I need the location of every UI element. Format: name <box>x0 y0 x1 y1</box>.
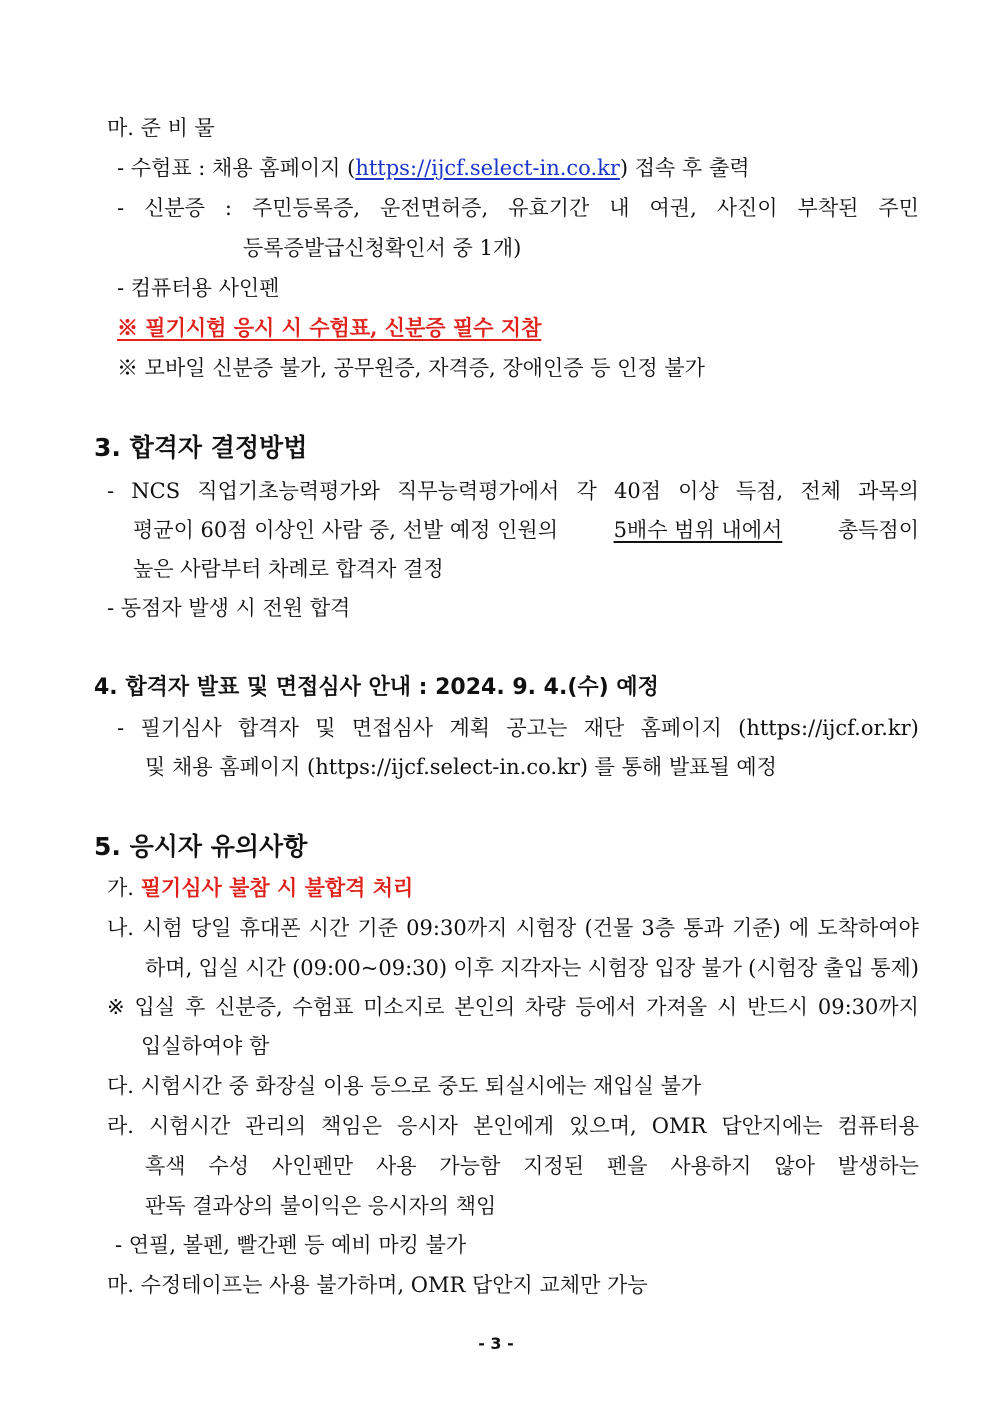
s3-line2-underline: 5배수 범위 내에서 <box>613 518 783 542</box>
word: 가져올 <box>646 995 708 1019</box>
word: 기준 <box>357 916 398 940</box>
word: 여권, <box>649 196 697 220</box>
s5-ra-line2 <box>145 1151 919 1181</box>
word: 하며, <box>145 956 193 980</box>
word: 반드시 <box>747 995 808 1019</box>
word: ※ <box>107 995 125 1019</box>
word: 사인펜만 <box>271 1154 354 1178</box>
word: 홈페이지 <box>640 716 722 740</box>
s3-line4: - 동점자 발생 시 전원 합격 <box>107 596 351 620</box>
word: 필기심사 <box>140 716 222 740</box>
word: 시험 <box>142 916 183 940</box>
prep-heading: 마. 준 비 물 <box>107 116 215 140</box>
word: 통과 <box>683 916 724 940</box>
s5-ga <box>107 873 413 903</box>
word: 합격자 <box>238 716 299 740</box>
s5-ga-red: 필기심사 불참 시 불합격 처리 <box>140 875 414 900</box>
word: 40점 <box>613 479 661 503</box>
word: 출입 <box>823 956 865 980</box>
prep-pen: - 컴퓨터용 사인펜 <box>117 276 280 300</box>
word: 입실 <box>198 956 240 980</box>
recruit-site-link[interactable]: https://ijcf.select-in.co.kr <box>355 156 620 180</box>
word: 답안지에는 <box>721 1114 823 1138</box>
word: 불가 <box>701 956 742 980</box>
word: - <box>117 196 125 220</box>
word: 라. <box>107 1114 134 1138</box>
word: 않아 <box>774 1154 815 1178</box>
word: 주민 <box>878 196 919 220</box>
word: 득점, <box>735 479 784 503</box>
word: 지정된 <box>523 1154 584 1178</box>
word: 휴대폰 <box>239 916 301 940</box>
s4-line1 <box>117 713 919 743</box>
word: 계획 <box>449 716 491 740</box>
word: 시험장 <box>515 916 577 940</box>
word: 운전면허증, <box>380 196 489 220</box>
word: (시험장 <box>748 956 818 980</box>
word: 시험장 <box>587 956 649 980</box>
word: 시간 <box>308 916 350 940</box>
s3-line3: 높은 사람부터 차례로 합격자 결정 <box>133 557 444 581</box>
s5-da: 다. 시험시간 중 화장실 이용 등으로 중도 퇴실시에는 재입실 불가 <box>107 1074 702 1098</box>
word: 이상 <box>678 479 719 503</box>
s3-line2 <box>133 515 919 545</box>
word: 신분증 <box>144 196 205 220</box>
word: 각 <box>576 479 597 503</box>
word: 입실 <box>134 995 176 1019</box>
word: 부착된 <box>797 196 859 220</box>
word: OMR <box>651 1114 707 1138</box>
word: 지각자는 <box>500 956 582 980</box>
mobile-id-note: ※ 모바일 신분증 불가, 공무원증, 자격증, 장애인증 등 인정 불가 <box>117 356 705 380</box>
word: 3층 <box>641 916 676 940</box>
required-docs-note: ※ 필기시험 응시 시 수험표, 신분증 필수 지참 <box>117 315 542 340</box>
word: 도착하여야 <box>817 916 919 940</box>
s3-line2-a: 평균이 60점 이상인 사람 중, 선발 예정 인원의 <box>133 518 558 542</box>
section-4-title: 4. 합격자 발표 및 면접심사 안내 : 2024. 9. 4.(수) 예정 <box>94 675 659 700</box>
word: 과목의 <box>858 479 919 503</box>
word: 및 <box>315 716 336 740</box>
word: 후 <box>184 995 206 1019</box>
s5-ra-line3: 판독 결과상의 불이익은 응시자의 책임 <box>145 1194 497 1218</box>
word: - <box>107 479 115 503</box>
word: 에 <box>788 916 810 940</box>
section-3-title: 3. 합격자 결정방법 <box>94 433 308 462</box>
word: 차량 <box>525 995 566 1019</box>
prep-ticket <box>117 153 750 183</box>
word: 신분증, <box>215 995 283 1019</box>
s5-ma: 마. 수정테이프는 사용 불가하며, OMR 답안지 교체만 가능 <box>107 1273 648 1297</box>
word: (https://ijcf.or.kr) <box>738 716 919 740</box>
prep-id-line1 <box>117 193 919 223</box>
s5-note-line2: 입실하여야 함 <box>141 1034 270 1058</box>
word: 시험시간 <box>149 1114 231 1138</box>
word: 발생하는 <box>837 1154 919 1178</box>
word: 수험표 <box>292 995 354 1019</box>
word: 주민등록증, <box>251 196 361 220</box>
page-number: - 3 - <box>478 1334 514 1353</box>
s5-na-line2 <box>145 953 919 983</box>
s5-ra-line4: - 연필, 볼펜, 빨간펜 등 예비 마킹 불가 <box>115 1233 467 1257</box>
word: 유효기간 <box>508 196 590 220</box>
prep-ticket-a: - 수험표 : 채용 홈페이지 ( <box>117 156 356 180</box>
word: 사진이 <box>716 196 778 220</box>
word: 입장 <box>654 956 696 980</box>
s5-note-line1 <box>107 992 919 1022</box>
word: 수성 <box>208 1154 250 1178</box>
word: 사용 <box>375 1154 417 1178</box>
prep-id-line2: 등록증발급신청확인서 중 1개) <box>243 236 522 260</box>
word: 사용하지 <box>670 1154 752 1178</box>
word: 관리의 <box>245 1114 307 1138</box>
word: (건물 <box>584 916 634 940</box>
word: 공고는 <box>506 716 568 740</box>
word: 본인에게 <box>472 1114 555 1138</box>
word: NCS <box>131 479 181 503</box>
s5-ra-line1 <box>107 1111 919 1141</box>
word: 재단 <box>583 716 625 740</box>
word: 기준) <box>731 916 781 940</box>
word: 09:30까지 <box>817 995 919 1019</box>
word: 시간 <box>245 956 286 980</box>
word: (09:00~09:30) <box>292 956 448 980</box>
word: 본인의 <box>454 995 516 1019</box>
word: 내 <box>609 196 630 220</box>
word: 가능함 <box>439 1154 501 1178</box>
word: 직업기초능력평가와 <box>197 479 380 503</box>
word: 통제) <box>870 956 919 980</box>
s5-na-line1 <box>107 913 919 943</box>
word: 미소지로 <box>363 995 445 1019</box>
word: - <box>117 716 125 740</box>
word: 책임은 <box>321 1114 382 1138</box>
word: 컴퓨터용 <box>837 1114 919 1138</box>
word: 흑색 <box>145 1154 186 1178</box>
s3-line1 <box>107 476 919 506</box>
word: 면접심사 <box>351 716 434 740</box>
word: 펜을 <box>606 1154 648 1178</box>
word: 시 <box>716 995 738 1019</box>
word: 당일 <box>190 916 232 940</box>
word: 나. <box>107 916 134 940</box>
section-5-title: 5. 응시자 유의사항 <box>94 832 308 861</box>
s3-line2-b: 총득점이 <box>837 518 919 542</box>
word: 응시자 <box>397 1114 458 1138</box>
word: : <box>224 196 232 220</box>
word: 이후 <box>453 956 494 980</box>
word: 직무능력평가에서 <box>397 479 560 503</box>
word: 전체 <box>800 479 841 503</box>
s4-line2: 및 채용 홈페이지 (https://ijcf.select-in.co.kr) 를 통해 발표될 예정 <box>145 755 777 779</box>
s5-ga-prefix: 가. <box>107 876 141 900</box>
word: 09:30까지 <box>406 916 508 940</box>
word: 있으며, <box>569 1114 637 1138</box>
prep-ticket-b: ) 접속 후 출력 <box>619 156 750 180</box>
word: 등에서 <box>575 995 637 1019</box>
